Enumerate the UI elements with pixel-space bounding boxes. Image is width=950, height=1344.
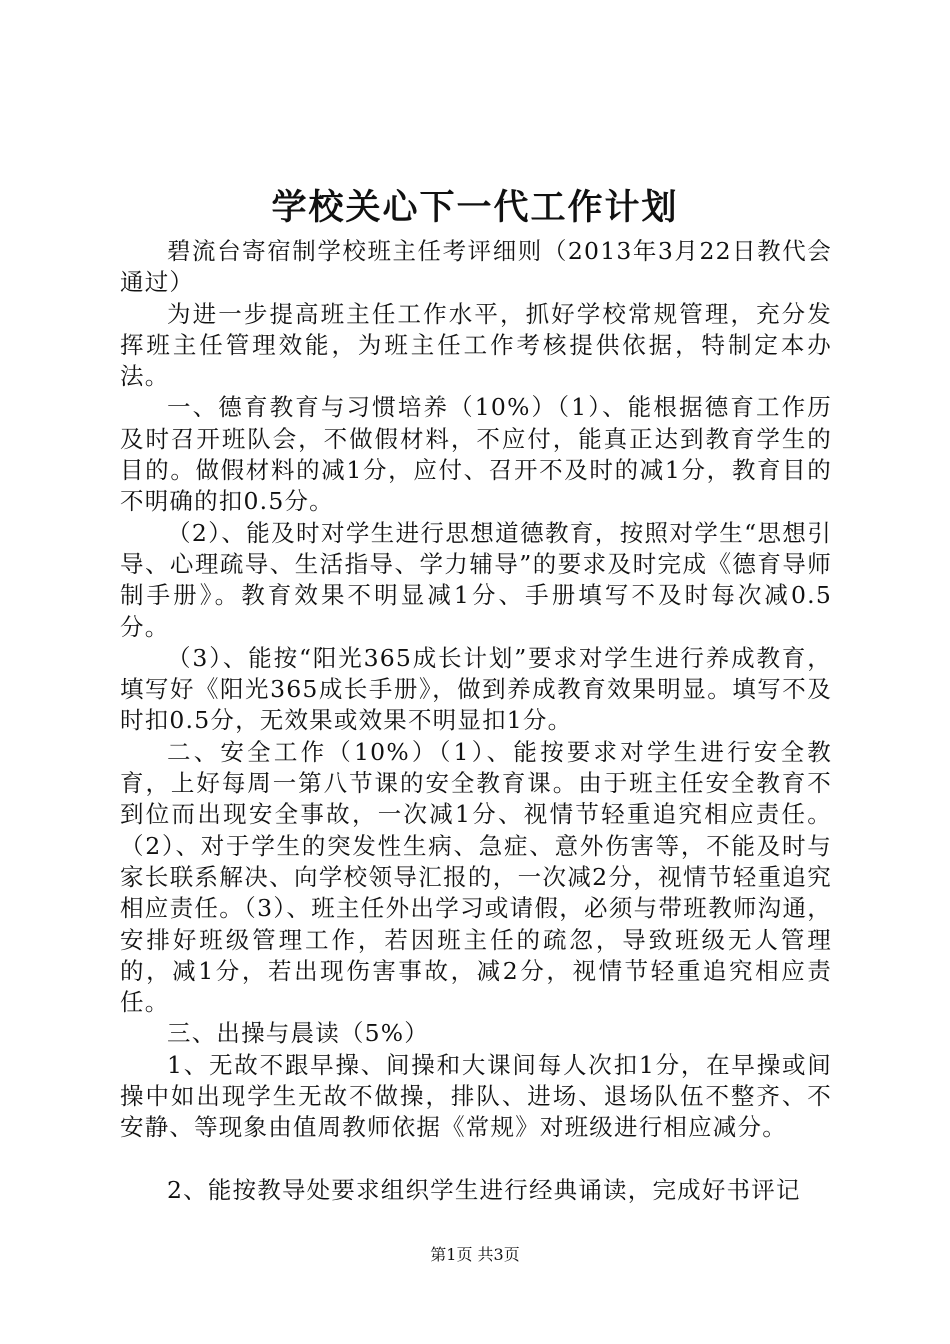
page-footer: 第1页 共3页 bbox=[430, 1245, 520, 1264]
paragraph-moral-item-2: （2）、能及时对学生进行思想道德教育，按照对学生“思想引导、心理疏导、生活指导、学力辅导”的要求及时完成《德育导师制手册》。教育效果不明显减1分、手册填写不及时每次减0.5分。 bbox=[120, 518, 832, 641]
paragraph-exercise-item-1: 1、无故不跟早操、间操和大课间每人次扣1分，在早操或间操中如出现学生无故不做操，排队、进场、退场队伍不整齐、不安静、等现象由值周教师依据《常规》对班级进行相应减分。 bbox=[120, 1050, 832, 1142]
paragraph-exercise-item-2: 2、能按教导处要求组织学生进行经典诵读，完成好书评记 bbox=[167, 1175, 801, 1204]
paragraph-safety-work: 二、安全工作（10%）（1）、能按要求对学生进行安全教育，上好每周一第八节课的安全教育课。由于班主任安全教育不到位而出现安全事故，一次减1分、视情节轻重追究相应责任。（2）、对于学生的突发性生病、急症、意外伤害等，不能及时与家长联系解决、向学校领导汇报的，一次减2分，视情节轻重追究相应责任。（3）、班主任外出学习或请假，必须与带班教师沟通，安排好班级管理工作，若因班主任的疏忽，导致班级无人管理的，减1分，若出现伤害事故，减2分，视情节轻重追究相应责任。 bbox=[120, 737, 832, 1017]
document-body bbox=[120, 236, 832, 1206]
document-title: 学校关心下一代工作计划 bbox=[271, 187, 679, 228]
paragraph-header-note: 碧流台寄宿制学校班主任考评细则（2013年3月22日教代会通过） bbox=[120, 237, 832, 297]
paragraph-moral-education: 一、德育教育与习惯培养（10%）（1）、能根据德育工作历及时召开班队会，不做假材料，不应付，能真正达到教育学生的目的。做假材料的减1分，应付、召开不及时的减1分，教育目的不明确的扣0.5分。 bbox=[120, 393, 832, 516]
paragraph-exercise-heading: 三、出操与晨读（5%） bbox=[167, 1019, 429, 1048]
paragraph-moral-item-3: （3）、能按“阳光365成长计划”要求对学生进行养成教育，填写好《阳光365成长手册》，做到养成教育效果明显。填写不及时扣0.5分，无效果或效果不明显扣1分。 bbox=[120, 643, 832, 735]
paragraph-intro: 为进一步提高班主任工作水平，抓好学校常规管理，充分发挥班主任管理效能，为班主任工作考核提供依据，特制定本办法。 bbox=[120, 299, 832, 391]
